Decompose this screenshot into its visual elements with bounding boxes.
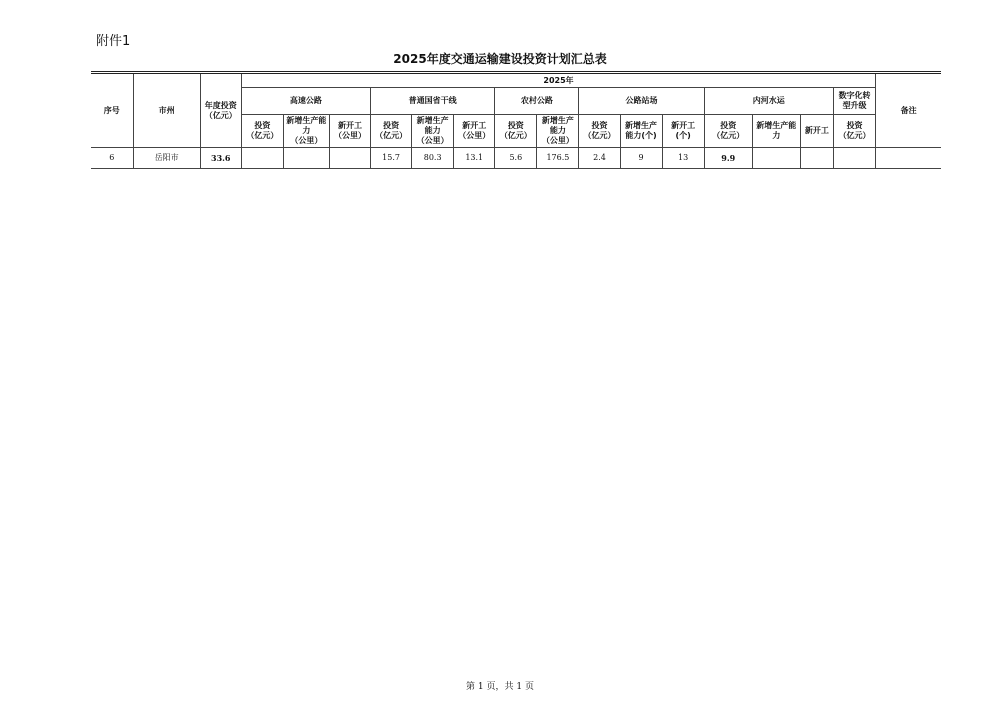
page-title: 2025年度交通运输建设投资计划汇总表 bbox=[393, 52, 607, 66]
attachment-label: 附件1 bbox=[96, 34, 131, 49]
cell-no: 6 bbox=[91, 148, 133, 169]
cell-station-invest: 2.4 bbox=[579, 148, 620, 169]
cell-np-start: 13.1 bbox=[454, 148, 495, 169]
cell-expressway-capacity bbox=[283, 148, 329, 169]
header-rural-road: 农村公路 bbox=[495, 88, 579, 115]
cell-expressway-start bbox=[329, 148, 370, 169]
subheader-new-start: 新开工 （公里） bbox=[454, 115, 495, 148]
header-stations: 公路站场 bbox=[579, 88, 704, 115]
header-national-provincial: 普通国省干线 bbox=[371, 88, 495, 115]
summary-table bbox=[91, 71, 941, 169]
subheader-capacity: 新增生产 能力 （公里） bbox=[412, 115, 454, 148]
header-digital: 数字化转 型升级 bbox=[833, 88, 875, 115]
cell-water-invest: 9.9 bbox=[704, 148, 752, 169]
cell-np-invest: 15.7 bbox=[371, 148, 412, 169]
header-no: 序号 bbox=[91, 73, 133, 148]
cell-water-start bbox=[800, 148, 833, 169]
page-footer: 第 1 页，共 1 页 bbox=[466, 682, 534, 692]
cell-water-capacity bbox=[752, 148, 800, 169]
subheader-invest: 投资 （亿元） bbox=[495, 115, 537, 148]
header-remarks: 备注 bbox=[876, 73, 941, 148]
cell-station-capacity: 9 bbox=[620, 148, 662, 169]
subheader-new-start: 新开工 （公里） bbox=[329, 115, 370, 148]
subheader-capacity: 新增生产 能力 （公里） bbox=[537, 115, 579, 148]
cell-digital-invest bbox=[833, 148, 875, 169]
header-year-group: 2025年 bbox=[241, 73, 875, 88]
subheader-new-start-count: 新开工 (个) bbox=[662, 115, 704, 148]
header-expressway: 高速公路 bbox=[241, 88, 370, 115]
subheader-invest: 投资 （亿元） bbox=[241, 115, 283, 148]
table-row bbox=[91, 148, 941, 169]
subheader-invest: 投资 （亿元） bbox=[579, 115, 620, 148]
subheader-capacity-count: 新增生产 能力(个) bbox=[620, 115, 662, 148]
subheader-invest: 投资 （亿元） bbox=[371, 115, 412, 148]
cell-annual-investment: 33.6 bbox=[200, 148, 241, 169]
cell-city: 岳阳市 bbox=[133, 148, 200, 169]
cell-rural-capacity: 176.5 bbox=[537, 148, 579, 169]
header-city: 市州 bbox=[133, 73, 200, 148]
header-annual-investment: 年度投资 （亿元） bbox=[200, 73, 241, 148]
subheader-invest: 投资 （亿元） bbox=[833, 115, 875, 148]
cell-np-capacity: 80.3 bbox=[412, 148, 454, 169]
subheader-invest: 投资 （亿元） bbox=[704, 115, 752, 148]
cell-expressway-invest bbox=[241, 148, 283, 169]
subheader-new-start: 新开工 bbox=[800, 115, 833, 148]
header-inland-water: 内河水运 bbox=[704, 88, 833, 115]
cell-rural-invest: 5.6 bbox=[495, 148, 537, 169]
subheader-capacity: 新增生产能 力 （公里） bbox=[283, 115, 329, 148]
cell-remarks bbox=[876, 148, 941, 169]
subheader-capacity: 新增生产能 力 bbox=[752, 115, 800, 148]
cell-station-start: 13 bbox=[662, 148, 704, 169]
